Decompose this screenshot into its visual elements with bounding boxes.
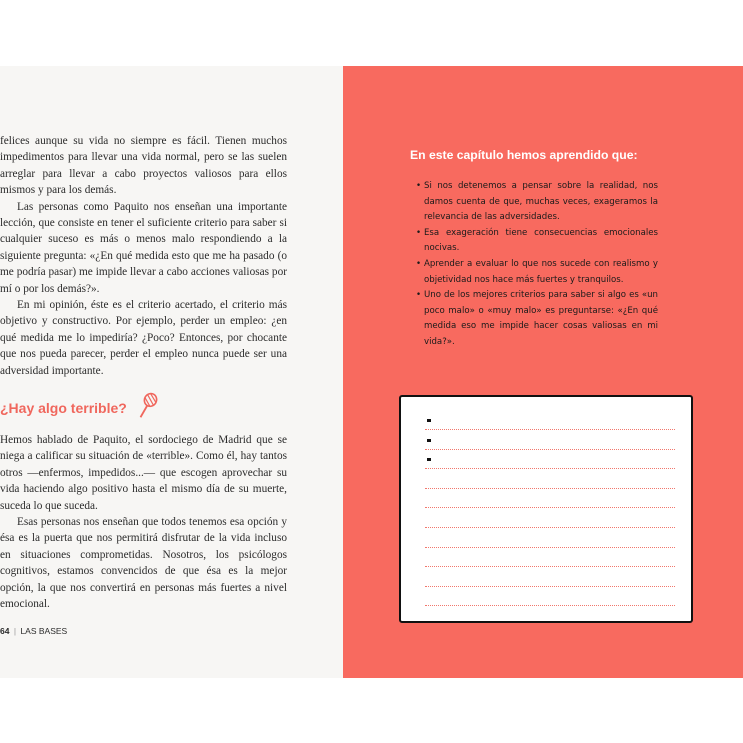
note-line[interactable] bbox=[425, 429, 675, 430]
note-line[interactable] bbox=[425, 547, 675, 548]
page-number: 64 bbox=[0, 626, 10, 636]
summary-list bbox=[416, 179, 658, 351]
list-item: • Aprender a evaluar lo que nos sucede con realismo y objetividad nos hace más fuertes y tranquilos. bbox=[416, 258, 658, 285]
paragraph: Las personas como Paquito nos enseñan una importante lección, que consiste en tener el suficiente criterio para saber si cualquier suceso es más o menos malo respondiendo a la siguiente pregunta: «¿En qué medida esto que me ha pasado (o me podría pasar) me impide llevar a cabo acciones valiosas por mí o por los demás?». bbox=[0, 200, 287, 295]
bullet-icon: • bbox=[416, 227, 422, 238]
body-text-top bbox=[0, 133, 287, 379]
body-text-bottom bbox=[0, 432, 287, 612]
footer-separator: | bbox=[13, 626, 17, 636]
paragraph: Hemos hablado de Paquito, el sordociego de Madrid que se niega a calificar su situación de «terrible». Como él, hay tantos otros —enfermos, impedidos...— que escogen aprovechar su vida haciendo algo positivo hasta el mismo día de su muerte, suceda lo que suceda. bbox=[0, 434, 287, 512]
note-line[interactable] bbox=[425, 605, 675, 606]
note-line[interactable] bbox=[425, 586, 675, 587]
note-line[interactable] bbox=[425, 507, 675, 508]
page-footer bbox=[0, 626, 67, 636]
note-line[interactable] bbox=[425, 527, 675, 528]
note-line[interactable] bbox=[425, 449, 675, 450]
bullet-icon: • bbox=[416, 290, 422, 301]
notes-box[interactable] bbox=[399, 395, 693, 623]
paragraph: felices aunque su vida no siempre es fácil. Tienen muchos impedimentos para llevar una vida normal, pero se las suelen arreglar para llevar a cabo proyectos valiosos para ellos mismos y para los demás. bbox=[0, 135, 287, 197]
note-line[interactable] bbox=[425, 566, 675, 567]
note-line[interactable] bbox=[425, 488, 675, 489]
note-bullet-icon bbox=[427, 419, 431, 422]
paragraph: En mi opinión, éste es el criterio acertado, el criterio más objetivo y constructivo. Por ejemplo, perder un empleo: ¿en qué medida me lo impediría? ¿Poco? Entonces, por chocante que nos pueda parecer, perder el empleo nunca puede ser una adversidad importante. bbox=[0, 299, 287, 377]
right-page bbox=[343, 66, 743, 678]
summary-heading: En este capítulo hemos aprendido que: bbox=[410, 148, 638, 162]
list-item: • Si nos detenemos a pensar sobre la realidad, nos damos cuenta de que, muchas veces, exageramos la relevancia de las adversidades. bbox=[416, 181, 658, 223]
note-bullet-icon bbox=[427, 458, 431, 461]
bullet-icon: • bbox=[416, 258, 422, 269]
footer-section: LAS BASES bbox=[20, 626, 68, 636]
list-item: • Uno de los mejores criterios para saber si algo es «un poco malo» o «muy malo» es preguntarse: «¿En qué medida eso me impide hacer cosas valiosas en mi vida?». bbox=[416, 290, 658, 347]
lollipop-icon bbox=[136, 392, 158, 420]
list-item: • Esa exageración tiene consecuencias emocionales nocivas. bbox=[416, 227, 658, 254]
paragraph: Esas personas nos enseñan que todos tenemos esa opción y ésa es la puerta que nos permitirá disfrutar de la vida incluso en situaciones comprometidas. Nosotros, los psicólogos cognitivos, estamos convencidos de que ésa es la mejor opción, la que nos convertirá en personas más fuertes a nivel emocional. bbox=[0, 516, 287, 611]
section-heading bbox=[0, 398, 200, 424]
bullet-icon: • bbox=[416, 181, 422, 191]
note-line[interactable] bbox=[425, 468, 675, 469]
section-heading-text: ¿Hay algo terrible? bbox=[0, 400, 127, 416]
note-bullet-icon bbox=[427, 439, 431, 442]
